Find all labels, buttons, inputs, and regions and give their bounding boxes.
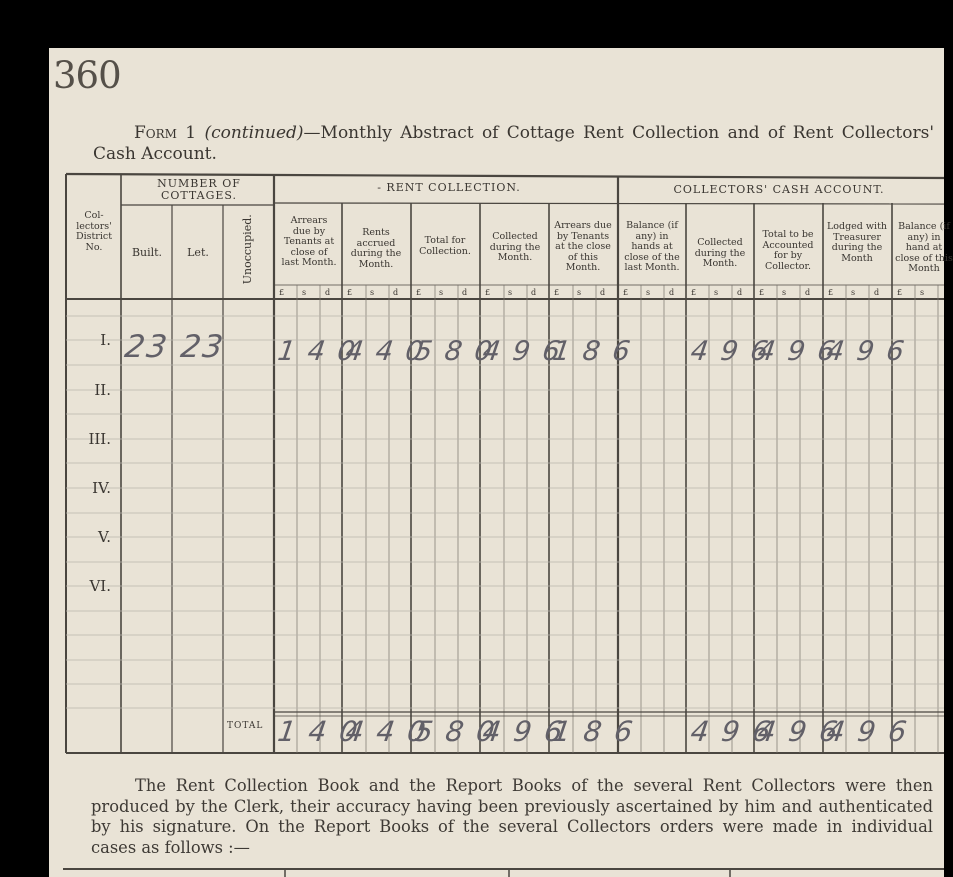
- row-label-1: I.: [100, 331, 111, 349]
- money-unit-pound: £: [623, 288, 629, 297]
- balance-last-header: Balance (if any) in hands at close of the last Month.: [624, 220, 680, 273]
- row-label-4: IV.: [92, 479, 111, 497]
- balance-this-header: Balance (if any) in hand at close of this Month: [895, 221, 953, 274]
- total-label: TOTAL: [227, 721, 264, 731]
- cottages-group-header: NUMBER OF COTTAGES.: [157, 177, 241, 202]
- district-header: Col- lectors' District No.: [75, 210, 113, 253]
- money-unit-pence: d: [462, 288, 468, 297]
- row-label-2: II.: [94, 381, 111, 399]
- money-unit-pound: £: [691, 288, 697, 297]
- hw-lodged: 4 9 6: [824, 336, 908, 367]
- cash-account-header: COLLECTORS' CASH ACCOUNT.: [673, 183, 885, 196]
- money-unit-shilling: s: [920, 288, 925, 297]
- para-line-4: cases as follows :—: [91, 837, 250, 857]
- hw-let: 23: [178, 329, 227, 365]
- hw-cash-collected: 4 9 6: [688, 336, 772, 367]
- money-unit-pound: £: [897, 288, 903, 297]
- hw-rents-accrued: 4 4 0: [343, 336, 427, 367]
- hw-total-lodged: 4 9 6: [824, 715, 911, 748]
- money-unit-shilling: s: [370, 288, 375, 297]
- hw-total-arrears-last: 1 4 0: [275, 715, 362, 748]
- unoccupied-header: Unoccupied.: [240, 214, 254, 285]
- money-unit-pound: £: [828, 288, 834, 297]
- money-unit-pound: £: [554, 288, 560, 297]
- money-unit-shilling: s: [577, 288, 582, 297]
- money-unit-pound: £: [485, 288, 491, 297]
- hw-total-accounted: 4 9 6: [755, 715, 842, 748]
- lodged-header: Lodged with Treasurer during the Month: [826, 221, 888, 264]
- hw-collected: 4 9 6: [480, 336, 564, 367]
- money-unit-pence: d: [393, 288, 399, 297]
- money-unit-pence: d: [600, 288, 606, 297]
- arrears-this-header: Arrears due by Tenants at the close of this Month.: [554, 220, 612, 273]
- para-line-2: produced by the Clerk, their accuracy having been previously ascertained by him and authenticated: [91, 796, 933, 816]
- total-collection-header: Total for Collection.: [419, 235, 471, 257]
- accounted-header: Total to be Accounted for by Collector.: [762, 229, 814, 272]
- money-unit-shilling: s: [714, 288, 719, 297]
- money-unit-pence: d: [805, 288, 811, 297]
- hw-total-collection: 5 8 0: [412, 715, 499, 748]
- money-unit-pence: d: [737, 288, 743, 297]
- hw-built: 23: [122, 329, 171, 365]
- bottom-rule: [49, 48, 944, 877]
- hw-arrears-last: 1 4 0: [275, 336, 359, 367]
- money-unit-shilling: s: [851, 288, 856, 297]
- form-continued: (continued): [204, 123, 304, 143]
- hw-accounted: 4 9 6: [755, 336, 839, 367]
- money-unit-pound: £: [279, 288, 285, 297]
- para-line-3: by his signature. On the Report Books of the several Collectors orders were made in individual: [91, 817, 933, 836]
- hw-total-rents-accrued: 4 4 0: [343, 715, 430, 748]
- cash-collected-header: Collected during the Month.: [694, 237, 746, 269]
- form-title-line2: Cash Account.: [93, 144, 217, 164]
- hw-total-arrears-this: 1 8 6: [550, 715, 637, 748]
- money-unit-shilling: s: [782, 288, 787, 297]
- rents-accrued-header: Rents accrued during the Month.: [350, 227, 402, 270]
- collected-header: Collected during the Month.: [489, 231, 541, 263]
- page-number: 360: [53, 54, 121, 97]
- form-title-rest: —Monthly Abstract of Cottage Rent Collection and of Rent Collectors': [303, 123, 934, 143]
- hw-total-collected: 4 9 6: [480, 715, 567, 748]
- money-unit-pence: d: [874, 288, 880, 297]
- row-label-5: V.: [98, 528, 111, 546]
- row-label-6: VI.: [89, 577, 111, 595]
- built-header: Built.: [131, 246, 163, 259]
- money-unit-shilling: s: [302, 288, 307, 297]
- hw-arrears-this: 1 8 6: [550, 336, 634, 367]
- money-unit-pound: £: [416, 288, 422, 297]
- ledger-page: [49, 48, 953, 877]
- rent-collection-header: - RENT COLLECTION.: [377, 181, 521, 194]
- money-unit-pound: £: [347, 288, 353, 297]
- money-unit-pence: d: [531, 288, 537, 297]
- money-unit-pence: d: [669, 288, 675, 297]
- money-unit-shilling: s: [508, 288, 513, 297]
- hw-total-collection: 5 8 0: [412, 336, 496, 367]
- money-unit-pence: d: [325, 288, 331, 297]
- para-line-1: The Rent Collection Book and the Report Books of the several Rent Collectors were then: [135, 776, 933, 795]
- money-unit-shilling: s: [646, 288, 651, 297]
- money-unit-shilling: s: [439, 288, 444, 297]
- hw-total-cash-collected: 4 9 6: [688, 715, 775, 748]
- arrears-last-header: Arrears due by Tenants at close of last Month.: [281, 215, 337, 268]
- money-unit-pound: £: [759, 288, 765, 297]
- let-header: Let.: [187, 246, 209, 259]
- form-label: Form 1: [134, 123, 197, 143]
- row-label-3: III.: [88, 430, 111, 448]
